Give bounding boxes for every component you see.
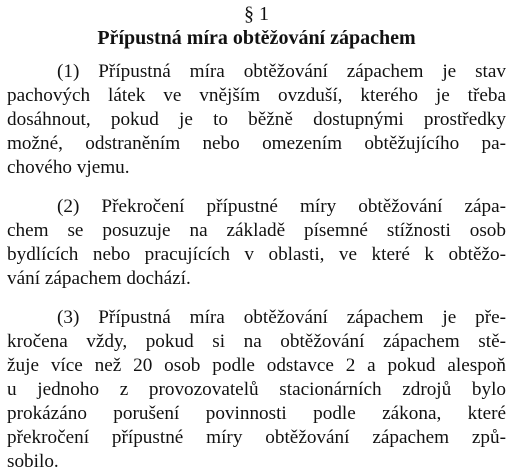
- paragraph-line: žuje více než 20 osob podle odstavce 2 a pokud alespoň: [7, 355, 506, 376]
- paragraph-line: kročena vždy, pokud si na obtěžování zápachem stě-: [7, 331, 506, 352]
- paragraph-line: bydlících nebo pracujících v oblasti, ve které k obtěžo-: [7, 244, 506, 265]
- paragraph-line: možné, odstraněním nebo omezením obtěžujícího pa-: [7, 133, 506, 154]
- paragraph-2: [7, 195, 506, 291]
- paragraph-line: u jednoho z provozovatelů stacionárních zdrojů bylo: [7, 379, 506, 400]
- paragraph-line: (2) Překročení přípustné míry obtěžování zápa-: [57, 196, 506, 217]
- paragraph-3: [7, 306, 506, 474]
- paragraph-line: (3) Přípustná míra obtěžování zápachem je pře-: [57, 307, 506, 328]
- paragraph-line: (1) Přípustná míra obtěžování zápachem je stav: [57, 61, 506, 82]
- paragraph-line: překročení přípustné míry obtěžování zápachem způ-: [7, 427, 506, 448]
- paragraph-line: pachových látek ve vnějším ovzduší, kterého je třeba: [7, 85, 506, 106]
- section-mark: § 1: [244, 3, 269, 25]
- paragraph-line: chem se posuzuje na základě písemné stížnosti osob: [7, 220, 506, 241]
- paragraph-line: dosáhnout, pokud je to běžně dostupnými prostředky: [7, 109, 506, 130]
- paragraph-line: chového vjemu.: [7, 157, 130, 178]
- paragraph-line: vání zápachem dochází.: [7, 268, 191, 289]
- paragraph-1: [7, 60, 506, 180]
- paragraph-line: prokázáno porušení povinnosti podle zákona, které: [7, 403, 506, 424]
- section-title: Přípustná míra obtěžování zápachem: [97, 27, 416, 49]
- paragraph-line: sobilo.: [7, 451, 59, 472]
